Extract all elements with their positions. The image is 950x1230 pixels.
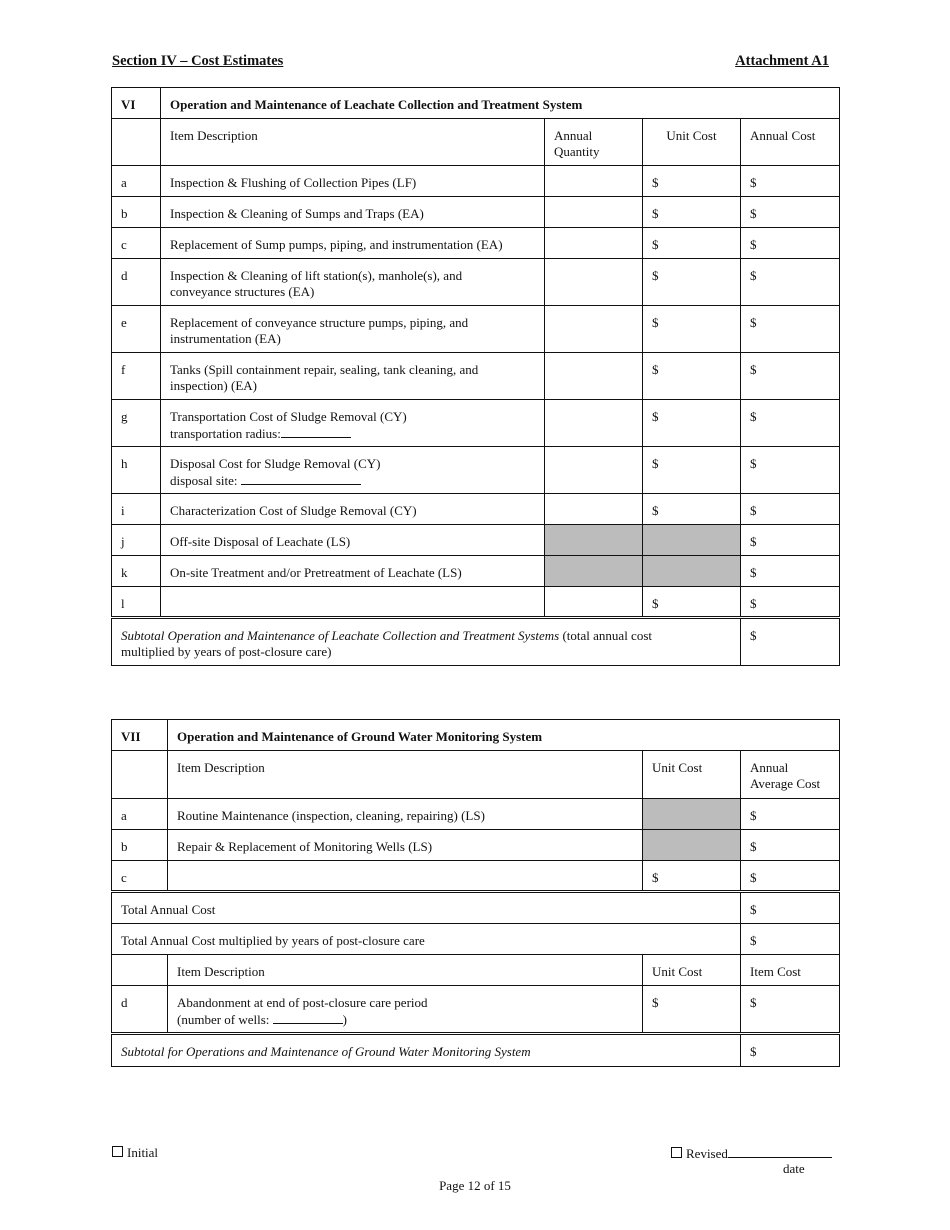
table-row	[112, 400, 840, 447]
header-line: Annual	[750, 760, 789, 775]
description-line	[177, 1011, 633, 1028]
table-row	[112, 306, 840, 353]
shaded-cell	[545, 525, 643, 556]
header-line: Average Cost	[750, 776, 821, 791]
description-line: inspection) (EA)	[170, 378, 258, 393]
row-id: i	[112, 494, 161, 525]
shaded-cell	[643, 799, 741, 830]
row-description	[168, 986, 643, 1034]
row-id: h	[112, 447, 161, 494]
initial-label: Initial	[127, 1145, 159, 1160]
quantity-cell[interactable]	[545, 166, 643, 197]
shaded-cell	[643, 830, 741, 861]
unit-cost-cell[interactable]: $	[643, 353, 741, 400]
subtotal-row	[112, 1034, 840, 1067]
row-description: Characterization Cost of Sludge Removal (CY)	[161, 494, 545, 525]
row-description[interactable]	[168, 861, 643, 892]
description-line: conveyance structures (EA)	[170, 284, 315, 299]
checkbox-icon[interactable]	[112, 1146, 123, 1157]
shaded-cell	[643, 556, 741, 587]
annual-cost-cell[interactable]: $	[741, 197, 840, 228]
item-cost-cell[interactable]: $	[741, 986, 840, 1034]
leachate-table	[111, 87, 840, 666]
annual-cost-cell[interactable]: $	[741, 447, 840, 494]
disposal-site-blank[interactable]	[241, 472, 361, 485]
total-row	[112, 924, 840, 955]
unit-cost-cell[interactable]: $	[643, 166, 741, 197]
row-id: k	[112, 556, 161, 587]
section-number: VI	[112, 88, 161, 119]
unit-cost-cell[interactable]: $	[643, 447, 741, 494]
unit-cost-cell[interactable]: $	[643, 587, 741, 618]
subtotal-value[interactable]: $	[741, 618, 840, 666]
unit-cost-cell[interactable]: $	[643, 986, 741, 1034]
annual-cost-cell[interactable]: $	[741, 830, 840, 861]
row-description[interactable]	[161, 587, 545, 618]
subtotal-note: (total annual cost	[559, 628, 652, 643]
unit-cost-cell[interactable]: $	[643, 400, 741, 447]
row-description: Off-site Disposal of Leachate (LS)	[161, 525, 545, 556]
unit-cost-cell[interactable]: $	[643, 494, 741, 525]
table-row	[112, 986, 840, 1034]
annual-cost-cell[interactable]: $	[741, 556, 840, 587]
blank-cell	[112, 119, 161, 166]
col-header-unit-cost: Unit Cost	[643, 751, 741, 799]
annual-cost-cell[interactable]: $	[741, 306, 840, 353]
unit-cost-cell[interactable]: $	[643, 228, 741, 259]
unit-cost-cell[interactable]: $	[643, 861, 741, 892]
quantity-cell[interactable]	[545, 306, 643, 353]
wells-label: (number of wells:	[177, 1012, 273, 1027]
section-number: VII	[112, 720, 168, 751]
row-id: b	[112, 197, 161, 228]
description-line: Disposal Cost for Sludge Removal (CY)	[170, 456, 381, 471]
quantity-cell[interactable]	[545, 587, 643, 618]
row-description: Inspection & Flushing of Collection Pipes (LF)	[161, 166, 545, 197]
description-line: Replacement of conveyance structure pumps, piping, and	[170, 315, 469, 330]
row-id: g	[112, 400, 161, 447]
row-id: j	[112, 525, 161, 556]
description-line	[170, 472, 535, 489]
total-annual-label: Total Annual Cost	[112, 892, 741, 924]
row-id: a	[112, 799, 168, 830]
table-row	[112, 525, 840, 556]
row-id: l	[112, 587, 161, 618]
table-title: Operation and Maintenance of Leachate Collection and Treatment System	[161, 88, 840, 119]
blank-cell	[112, 751, 168, 799]
col-header-item: Item Description	[161, 119, 545, 166]
col-header-quantity: Annual Quantity	[545, 119, 643, 166]
table-row	[112, 228, 840, 259]
total-row	[112, 892, 840, 924]
row-id: f	[112, 353, 161, 400]
subtotal-note-2: multiplied by years of post-closure care)	[121, 644, 332, 659]
annual-cost-cell[interactable]: $	[741, 494, 840, 525]
unit-cost-cell[interactable]: $	[643, 306, 741, 353]
unit-cost-cell[interactable]: $	[643, 197, 741, 228]
row-description: On-site Treatment and/or Pretreatment of Leachate (LS)	[161, 556, 545, 587]
table-row	[112, 197, 840, 228]
row-description: Inspection & Cleaning of Sumps and Traps (EA)	[161, 197, 545, 228]
total-annual-value[interactable]: $	[741, 892, 840, 924]
table-row	[112, 587, 840, 618]
shaded-cell	[643, 525, 741, 556]
radius-blank[interactable]	[281, 425, 351, 438]
annual-cost-cell[interactable]: $	[741, 228, 840, 259]
row-id: d	[112, 259, 161, 306]
col-header-item-cost: Item Cost	[741, 955, 840, 986]
wells-blank[interactable]	[273, 1011, 343, 1024]
description-line: Inspection & Cleaning of lift station(s), manhole(s), and	[170, 268, 463, 283]
annual-cost-cell[interactable]: $	[741, 259, 840, 306]
table-row	[112, 166, 840, 197]
description-line	[170, 425, 535, 442]
subtotal-value[interactable]: $	[741, 1034, 840, 1067]
groundwater-table	[111, 719, 840, 1067]
description-line: instrumentation (EA)	[170, 331, 281, 346]
row-id: c	[112, 228, 161, 259]
disposal-site-label: disposal site:	[170, 473, 241, 488]
annual-cost-cell[interactable]: $	[741, 353, 840, 400]
revised-option[interactable]	[671, 1145, 832, 1162]
annual-cost-cell[interactable]: $	[741, 525, 840, 556]
row-description	[161, 447, 545, 494]
table-row	[112, 799, 840, 830]
quantity-cell[interactable]	[545, 197, 643, 228]
total-years-value[interactable]: $	[741, 924, 840, 955]
row-description	[161, 259, 545, 306]
row-description: Routine Maintenance (inspection, cleaning, repairing) (LS)	[168, 799, 643, 830]
radius-label: transportation radius:	[170, 426, 281, 441]
blank-cell	[112, 955, 168, 986]
table-row	[112, 556, 840, 587]
annual-cost-cell[interactable]: $	[741, 400, 840, 447]
table-row	[112, 494, 840, 525]
row-id: b	[112, 830, 168, 861]
quantity-cell[interactable]	[545, 494, 643, 525]
unit-cost-cell[interactable]: $	[643, 259, 741, 306]
section-title: Section IV – Cost Estimates	[112, 53, 284, 69]
wells-close: )	[342, 1012, 348, 1027]
row-id: a	[112, 166, 161, 197]
table-row	[112, 353, 840, 400]
row-description: Repair & Replacement of Monitoring Wells (LS)	[168, 830, 643, 861]
shaded-cell	[545, 556, 643, 587]
date-label: date	[783, 1161, 805, 1176]
description-line: Abandonment at end of post-closure care period	[177, 995, 428, 1010]
subtotal-italic: Subtotal Operation and Maintenance of Leachate Collection and Treatment Systems	[121, 628, 560, 643]
annual-cost-cell[interactable]: $	[741, 587, 840, 618]
row-id: c	[112, 861, 168, 892]
row-id: d	[112, 986, 168, 1034]
quantity-cell[interactable]	[545, 447, 643, 494]
subtotal-row	[112, 618, 840, 666]
subtotal-label: Subtotal for Operations and Maintenance of Ground Water Monitoring System	[112, 1034, 741, 1067]
quantity-cell[interactable]	[545, 259, 643, 306]
annual-cost-cell[interactable]: $	[741, 166, 840, 197]
table-row	[112, 861, 840, 892]
revised-date-blank[interactable]	[728, 1145, 832, 1158]
description-line: Transportation Cost of Sludge Removal (CY)	[170, 409, 407, 424]
col-header-unit-cost: Unit Cost	[643, 955, 741, 986]
description-line: Tanks (Spill containment repair, sealing, tank cleaning, and	[170, 362, 479, 377]
col-header-unit-cost: Unit Cost	[643, 119, 741, 166]
quantity-cell[interactable]	[545, 228, 643, 259]
table-row	[112, 447, 840, 494]
subtotal-label	[112, 618, 741, 666]
page-number: Page 12 of 15	[439, 1178, 511, 1193]
row-description	[161, 400, 545, 447]
table-title: Operation and Maintenance of Ground Water Monitoring System	[168, 720, 840, 751]
col-header-annual-average-cost	[741, 751, 840, 799]
quantity-cell[interactable]	[545, 353, 643, 400]
attachment-label: Attachment A1	[735, 53, 829, 69]
row-description	[161, 306, 545, 353]
row-description	[161, 353, 545, 400]
checkbox-icon[interactable]	[671, 1147, 682, 1158]
total-years-label: Total Annual Cost multiplied by years of post-closure care	[112, 924, 741, 955]
annual-cost-cell[interactable]: $	[741, 799, 840, 830]
revised-label: Revised	[686, 1146, 728, 1161]
table-row	[112, 259, 840, 306]
col-header-item: Item Description	[168, 751, 643, 799]
row-id: e	[112, 306, 161, 353]
table-row	[112, 830, 840, 861]
col-header-annual-cost: Annual Cost	[741, 119, 840, 166]
row-description: Replacement of Sump pumps, piping, and instrumentation (EA)	[161, 228, 545, 259]
col-header-item: Item Description	[168, 955, 643, 986]
quantity-cell[interactable]	[545, 400, 643, 447]
annual-cost-cell[interactable]: $	[741, 861, 840, 892]
initial-option[interactable]	[112, 1145, 158, 1161]
